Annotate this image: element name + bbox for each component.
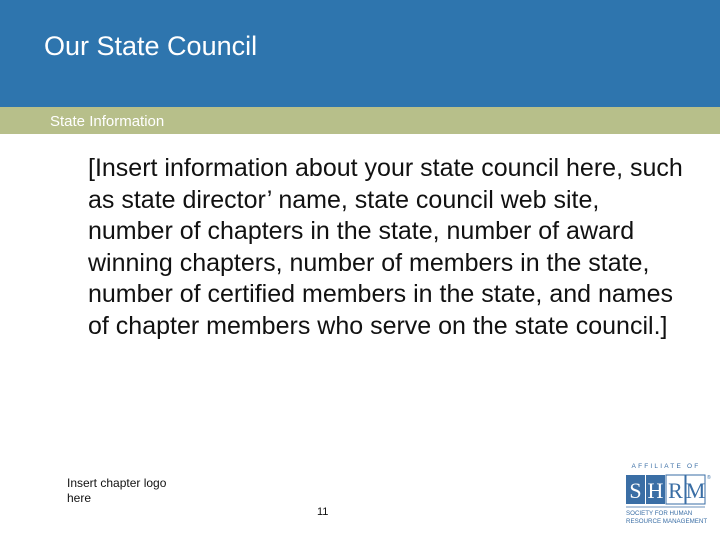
svg-text:S: S (629, 478, 642, 503)
header-bar (0, 0, 720, 107)
body-text: [Insert information about your state council here, such as state director’ name, state council web site, number of chapters in the state, number of award winning chapters, number of members in the state, number of certified members in the state, and names of chapter members who serve on the state council.] (88, 154, 683, 340)
affiliate-text: AFFILIATE OF (631, 463, 701, 470)
chapter-logo-placeholder: Insert chapter logo here (67, 476, 167, 505)
shrm-tagline-2: RESOURCE MANAGEMENT (626, 518, 708, 525)
slide-title: Our State Council (44, 31, 258, 61)
shrm-logo (623, 460, 709, 532)
shrm-letter-boxes (626, 475, 705, 504)
trademark: ® (707, 475, 711, 481)
shrm-tagline-1: SOCIETY FOR HUMAN (626, 510, 693, 517)
svg-text:M: M (685, 478, 706, 503)
slide-subtitle: State Information (50, 113, 165, 130)
svg-text:R: R (668, 478, 683, 503)
page-number: 11 (317, 506, 329, 518)
subtitle-bar (0, 107, 720, 134)
svg-text:H: H (647, 478, 664, 503)
